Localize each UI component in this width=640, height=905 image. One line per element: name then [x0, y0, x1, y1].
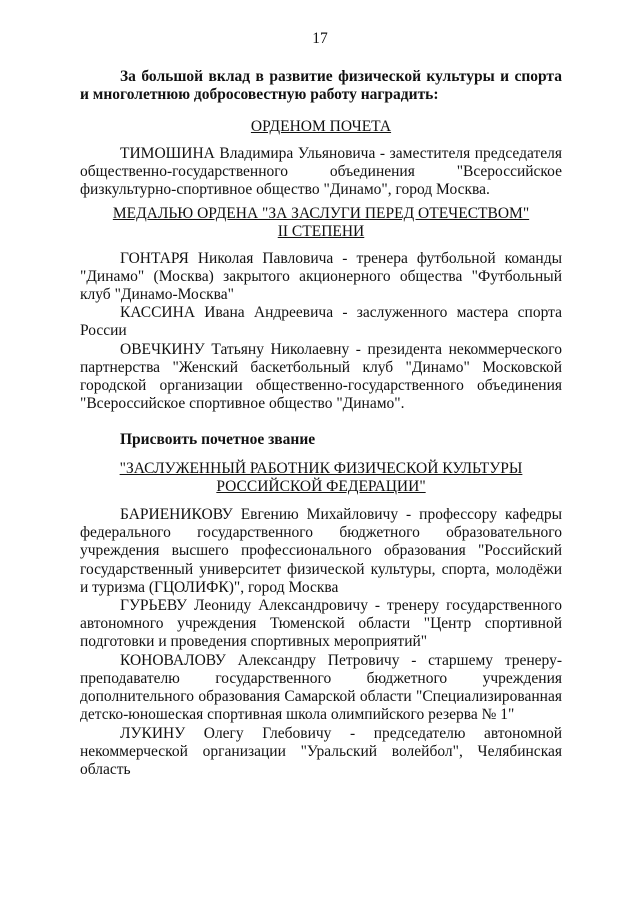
award-title-medal-line1: МЕДАЛЬЮ ОРДЕНА "ЗА ЗАСЛУГИ ПЕРЕД ОТЕЧЕСТВОМ"	[112, 205, 530, 223]
award-intro: За большой вклад в развитие физической культуры и спорта и многолетнюю добросовестную работу наградить:	[80, 68, 562, 104]
award-entry: БАРИЕНИКОВУ Евгению Михайловичу - профессору кафедры федерального государственного бюджетного образовательного учреждения высшего профессионального образования "Российский государственный университет физической культуры, спорта, молодёжи и туризма (ГЦОЛИФК)", город Москва	[80, 506, 562, 596]
award-entry: ОВЕЧКИНУ Татьяну Николаевну - президента некоммерческого партнерства "Женский баскетбольный клуб "Динамо" Московской городской организации общественно-государственного объединения "Всероссийское спортивное общество "Динамо".	[80, 340, 562, 413]
document-body	[80, 68, 562, 779]
honorary-title-line2: РОССИЙСКОЙ ФЕДЕРАЦИИ"	[216, 477, 426, 495]
award-title-medal-line2: II СТЕПЕНИ	[277, 223, 365, 241]
award-entry: ГУРЬЕВУ Леониду Александровичу - тренеру государственного автономного учреждения Тюменской области "Центр спортивной подготовки и проведения спортивных мероприятий"	[80, 597, 562, 651]
award-entry: КАССИНА Ивана Андреевича - заслуженного мастера спорта России	[80, 304, 562, 340]
award-entry: КОНОВАЛОВУ Александру Петровичу - старшему тренеру-преподавателю государственного бюджетного учреждения дополнительного образования Самарской области "Специализированная детско-юношеская спортивная школа олимпийского резерва № 1"	[80, 651, 562, 724]
page-number: 17	[312, 30, 328, 47]
honorary-title-line1: "ЗАСЛУЖЕННЫЙ РАБОТНИК ФИЗИЧЕСКОЙ КУЛЬТУРЫ	[119, 459, 523, 477]
award-title-order-of-honor: ОРДЕНОМ ПОЧЕТА	[250, 118, 392, 136]
honorary-title-label: Присвоить почетное звание	[120, 431, 316, 449]
award-entry: ЛУКИНУ Олегу Глебовичу - председателю автономной некоммерческой организации "Уральский волейбол", Челябинская область	[80, 724, 562, 778]
award-entry: ГОНТАРЯ Николая Павловича - тренера футбольной команды "Динамо" (Москва) закрытого акционерного общества "Футбольный клуб "Динамо-Москва"	[80, 249, 562, 304]
award-entry: ТИМОШИНА Владимира Ульяновича - заместителя председателя общественно-государственного объединения "Всероссийское физкультурно-спортивное общество "Динамо", город Москва.	[80, 144, 562, 199]
